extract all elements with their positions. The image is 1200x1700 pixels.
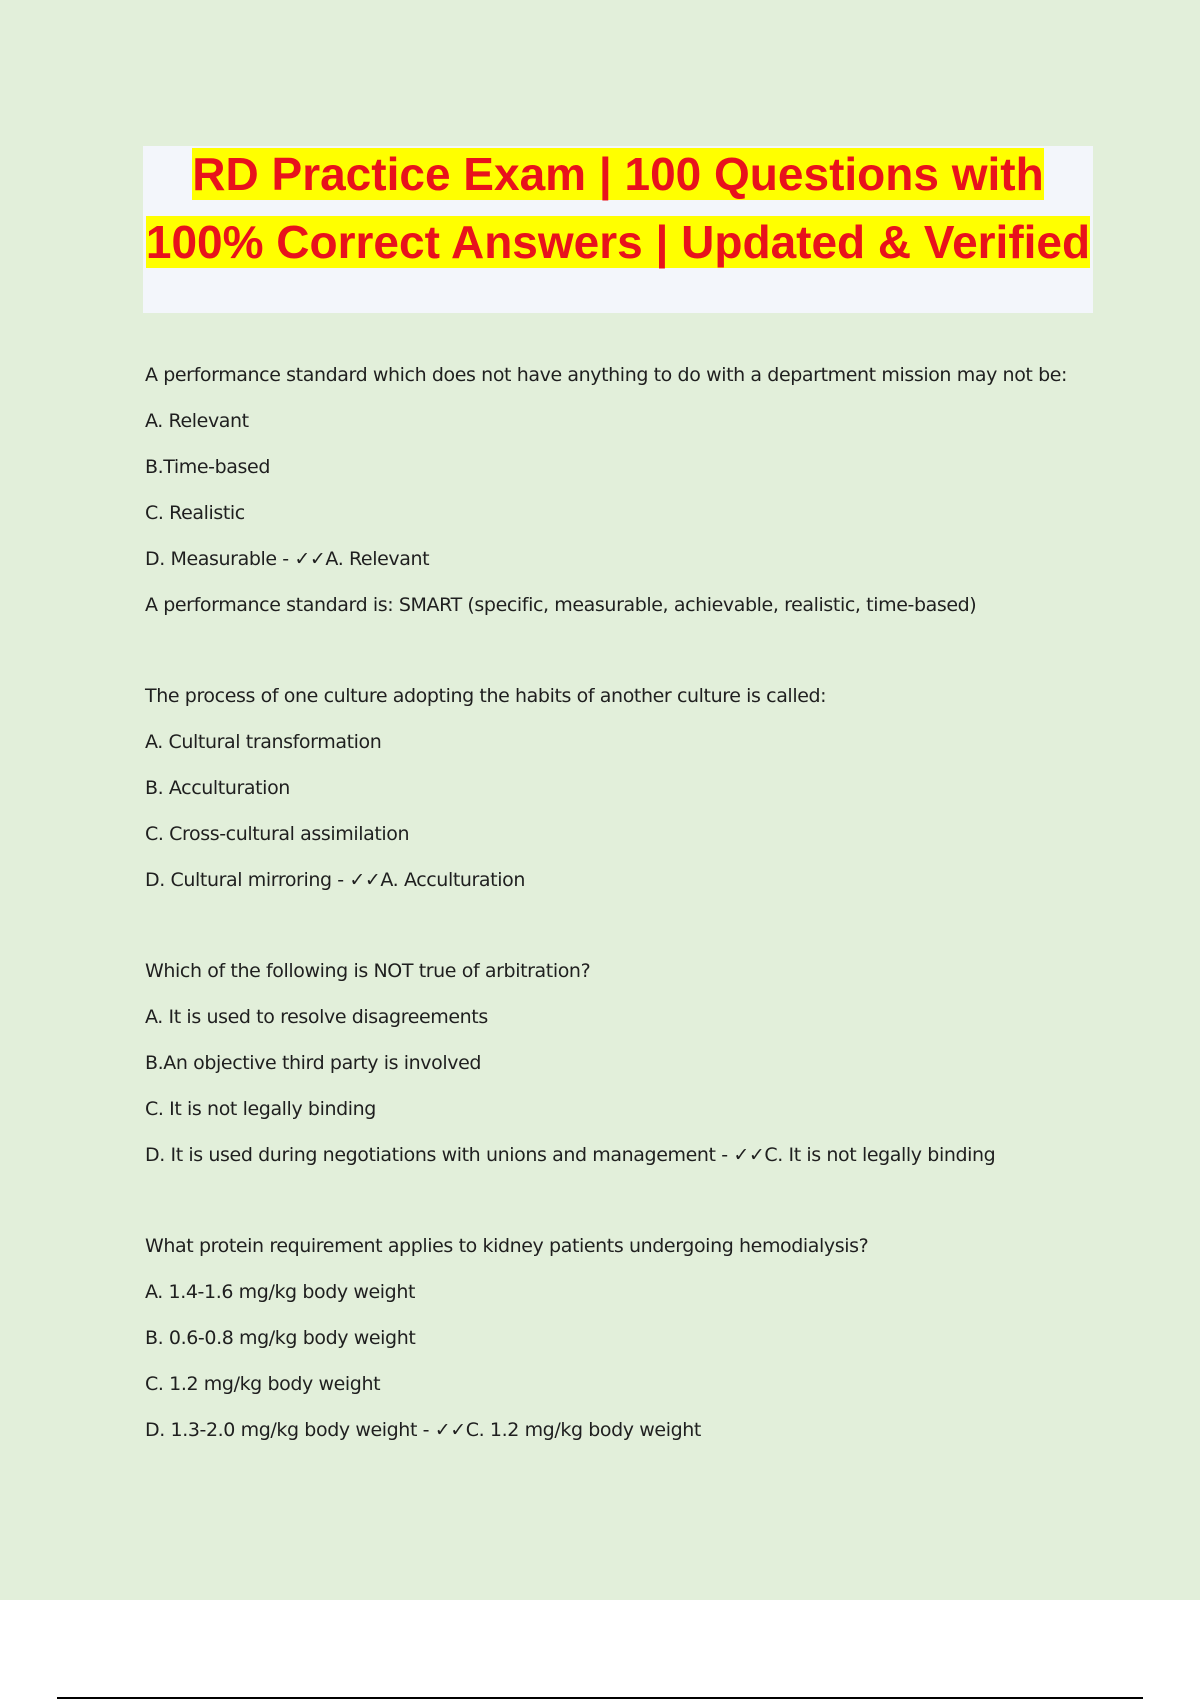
- question-block-4: [145, 1223, 1145, 1453]
- question-text: Which of the following is NOT true of arbitration?: [145, 960, 591, 982]
- option-a: A. Relevant: [145, 410, 249, 432]
- option-c: C. Realistic: [145, 502, 245, 524]
- option-d-with-answer: D. Measurable - ✓✓A. Relevant: [145, 548, 430, 570]
- question-text: What protein requirement applies to kidney patients undergoing hemodialysis?: [145, 1235, 869, 1257]
- option-c: C. It is not legally binding: [145, 1098, 376, 1120]
- question-block-3: [145, 948, 1145, 1178]
- spacer: [145, 628, 1145, 673]
- option-c: C. 1.2 mg/kg body weight: [145, 1373, 381, 1395]
- option-a: A. Cultural transformation: [145, 731, 382, 753]
- question-text: The process of one culture adopting the habits of another culture is called:: [145, 685, 827, 707]
- document-title: RD Practice Exam | 100 Questions with 100% Correct Answers | Updated & Verified: [145, 148, 1091, 268]
- option-a: A. It is used to resolve disagreements: [145, 1006, 488, 1028]
- option-b: B. Acculturation: [145, 777, 290, 799]
- option-d-with-answer: D. Cultural mirroring - ✓✓A. Acculturation: [145, 869, 525, 891]
- option-c: C. Cross-cultural assimilation: [145, 823, 410, 845]
- option-b: B. 0.6-0.8 mg/kg body weight: [145, 1327, 416, 1349]
- option-d-with-answer: D. 1.3-2.0 mg/kg body weight - ✓✓C. 1.2 mg/kg body weight: [145, 1419, 701, 1441]
- option-b: B.Time-based: [145, 456, 270, 478]
- question-block-2: [145, 673, 1145, 903]
- option-d-with-answer: D. It is used during negotiations with unions and management - ✓✓C. It is not legally binding: [145, 1144, 996, 1166]
- spacer: [145, 1178, 1145, 1223]
- title-banner: [143, 146, 1093, 313]
- questions-section: [145, 352, 1145, 1453]
- question-block-1: [145, 352, 1145, 628]
- option-b: B.An objective third party is involved: [145, 1052, 482, 1074]
- answer-explanation: A performance standard is: SMART (specific, measurable, achievable, realistic, time-based): [145, 594, 977, 616]
- question-text: A performance standard which does not have anything to do with a department mission may not be:: [145, 364, 1068, 386]
- spacer: [145, 903, 1145, 948]
- footer-divider: [57, 1697, 1143, 1699]
- option-a: A. 1.4-1.6 mg/kg body weight: [145, 1281, 416, 1303]
